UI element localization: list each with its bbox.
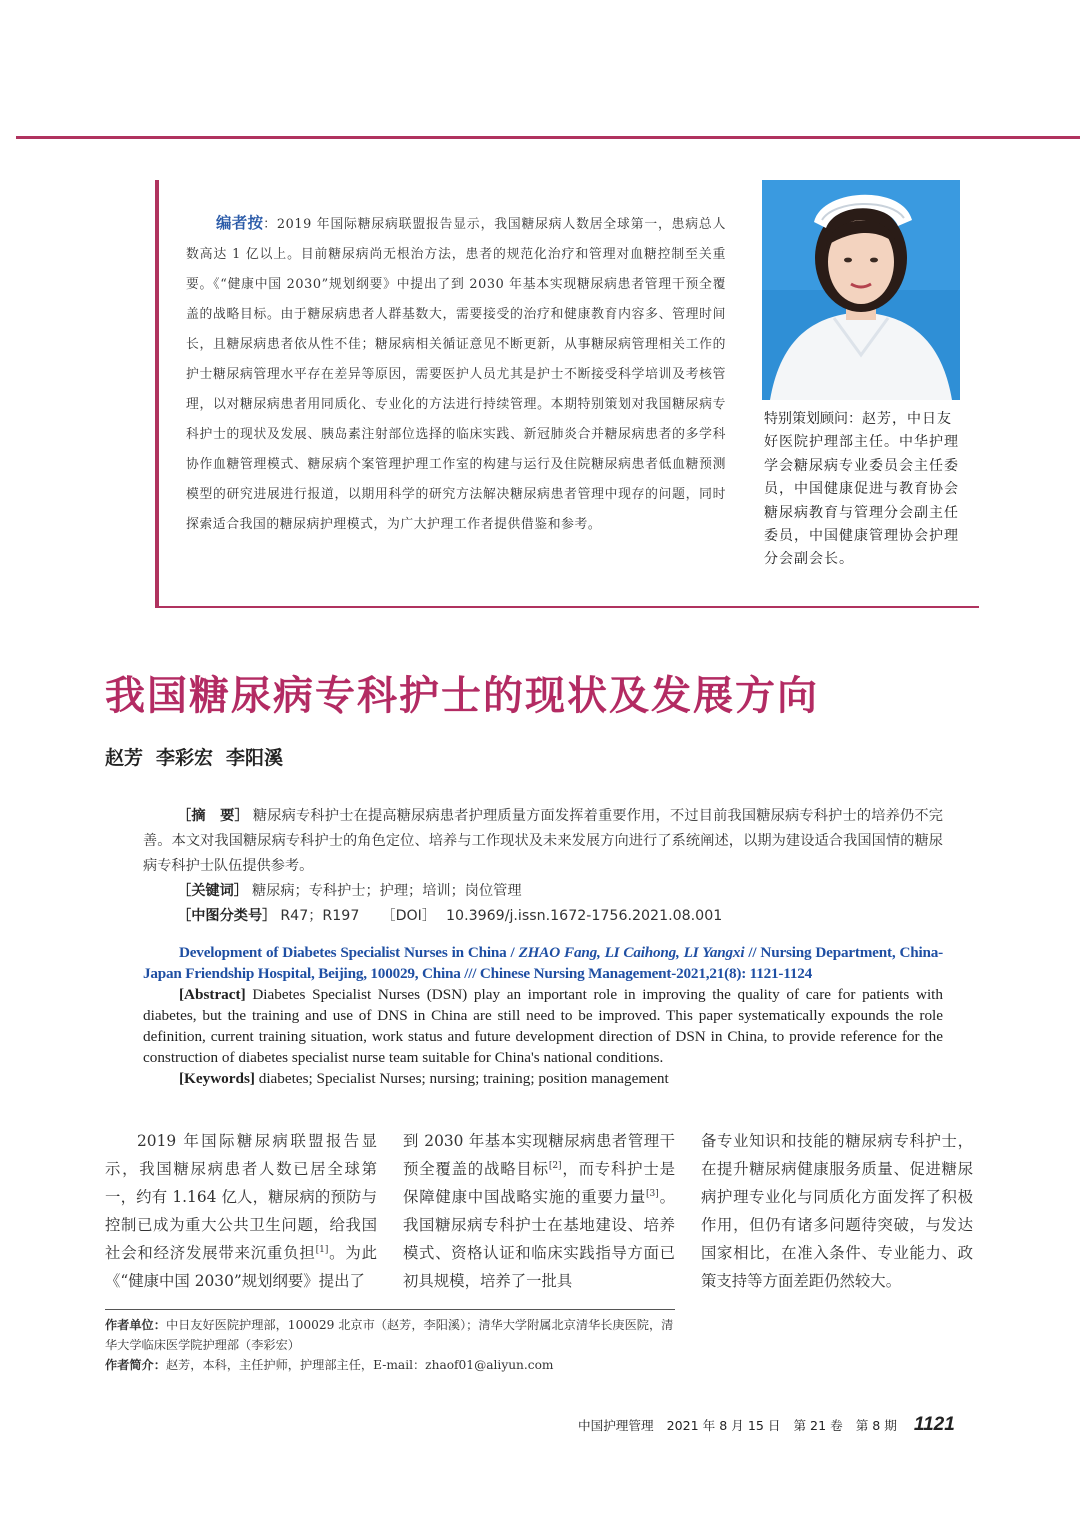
author-intro-note <box>105 1355 675 1375</box>
english-keywords-line <box>143 1068 943 1089</box>
footnotes <box>105 1315 675 1375</box>
issue-date: 2021 年 8 月 15 日 <box>666 1418 781 1433</box>
body-text-segment: ，而专科护士是保障健康中国战略实施的重要力量 <box>403 1160 675 1207</box>
classification-label: ［中图分类号］ <box>177 908 277 924</box>
english-authors: ZHAO Fang, LI Caihong, LI Yangxi <box>518 944 745 961</box>
english-title-line <box>143 942 943 984</box>
doi-label: ［DOI］ <box>381 908 437 924</box>
abstract-paragraph <box>143 804 943 879</box>
body-text-segment: 到 2030 年基本实现糖尿病患者管理干预全覆盖的战略目标 <box>403 1132 675 1179</box>
keywords-line <box>143 879 943 904</box>
citation-ref: [2] <box>548 1160 562 1171</box>
english-title: Development of Diabetes Specialist Nurses in China / <box>179 944 519 961</box>
author-unit-label: 作者单位： <box>105 1318 166 1332</box>
english-abstract-paragraph <box>143 984 943 1068</box>
chinese-abstract <box>143 804 943 929</box>
issue: 第 8 期 <box>855 1418 897 1433</box>
author-unit-note <box>105 1315 675 1355</box>
english-abstract-label: [Abstract] <box>179 986 246 1003</box>
author-name: 赵芳 <box>105 747 144 769</box>
portrait-image <box>762 180 960 400</box>
keywords-label: ［关键词］ <box>177 883 248 899</box>
english-affiliation: // Nursing Department, China-Japan Friendship Hospital, Beijing, 100029, China /// Chinese Nursing Management-2021,21(8): 1121-1124 <box>143 944 943 982</box>
body-column-1 <box>105 1127 377 1296</box>
author-list <box>105 744 296 772</box>
citation-ref: [3] <box>646 1189 659 1200</box>
author-intro-label: 作者简介： <box>105 1358 166 1372</box>
editor-note-box <box>155 180 979 608</box>
body-column-3 <box>701 1127 973 1296</box>
english-abstract <box>143 942 943 1089</box>
advisor-caption <box>764 408 964 572</box>
body-text-segment: 。我国糖尿病专科护士在基地建设、培养模式、资格认证和临床实践指导方面已初具规模，培养了一批具 <box>403 1188 675 1291</box>
page-footer <box>578 1414 978 1436</box>
page-number: 1121 <box>913 1414 955 1435</box>
article-title: 我国糖尿病专科护士的现状及发展方向 <box>105 673 819 719</box>
abstract-text: 糖尿病专科护士在提高糖尿病患者护理质量方面发挥着重要作用，不过目前我国糖尿病专科护士的培养仍不完善。本文对我国糖尿病专科护士的角色定位、培养与工作现状及未来发展方向进行了系统阐述，以期为建设适合我国国情的糖尿病专科护士队伍提供参考。 <box>143 808 943 874</box>
english-keywords-text: diabetes; Specialist Nurses; nursing; training; position management <box>254 1070 669 1087</box>
footnote-divider <box>105 1309 675 1310</box>
classification-line <box>143 904 943 929</box>
advisor-text: 赵芳，中日友好医院护理部主任。中华护理学会糖尿病专业委员会主任委员，中国健康促进与教育协会糖尿病教育与管理分会副主任委员，中国健康管理协会护理分会副会长。 <box>764 411 959 568</box>
english-abstract-text: Diabetes Specialist Nurses (DSN) play an important role in improving the quality of care for patients with diabetes, but the training and use of DNS in China are still need to be improved. This paper systematically expounds the role definition, current training situation, work status and future development direction of DSN in China, to provide reference for the construction of diabetes specialist nurse team suitable for China's national conditions. <box>143 986 943 1066</box>
editor-note-text: ：2019 年国际糖尿病联盟报告显示，我国糖尿病人数居全球第一，患病总人数高达 1 亿以上。目前糖尿病尚无根治方法，患者的规范化治疗和管理对血糖控制至关重要。《“健康中国 2030”规划纲要》中提出了到 2030 年基本实现糖尿病患者管理干预全覆盖的战略目标。由于糖尿病患者人群基数大，需要接受的治疗和健康教育内容多、管理时间长，且糖尿病患者依从性不佳；糖尿病相关循证意见不断更新，从事糖尿病管理相关工作的护士糖尿病管理水平存在差异等原因，需要医护人员尤其是护士不断接受科学培训及考核管理，以对糖尿病患者用同质化、专业化的方法进行持续管理。本期特别策划对我国糖尿病专科护士的现状及发展、胰岛素注射部位选择的临床实践、新冠肺炎合并糖尿病患者的多学科协作血糖管理模式、糖尿病个案管理护理工作室的构建与运行及住院糖尿病患者低血糖预测模型的研究进展进行报道，以期用科学的研究方法解决糖尿病患者管理中现存的问题，同时探索适合我国的糖尿病护理模式，为广大护理工作者提供借鉴和参考。 <box>186 217 726 532</box>
body-column-2 <box>403 1127 675 1296</box>
english-keywords-label: [Keywords] <box>179 1070 255 1087</box>
header-rule <box>16 136 1080 139</box>
author-name: 李彩宏 <box>156 747 214 769</box>
body-text-segment: 2019 年国际糖尿病联盟报告显示，我国糖尿病患者人数已居全球第一，约有 1.164 亿人，糖尿病的预防与控制已成为重大公共卫生问题，给我国社会和经济发展带来沉重负担 <box>105 1132 377 1263</box>
journal-name: 中国护理管理 <box>578 1418 654 1433</box>
doi-value: 10.3969/j.issn.1672-1756.2021.08.001 <box>446 908 723 924</box>
editor-note <box>186 208 726 540</box>
author-name: 李阳溪 <box>226 747 284 769</box>
advisor-label: 特别策划顾问： <box>764 411 862 427</box>
author-unit-text: 中日友好医院护理部，100029 北京市（赵芳，李阳溪）；清华大学附属北京清华长庚医院，清华大学临床医学院护理部（李彩宏） <box>105 1318 674 1352</box>
classification-value: R47；R197 <box>280 908 360 924</box>
volume: 第 21 卷 <box>793 1418 843 1433</box>
author-intro-text: 赵芳，本科，主任护师，护理部主任，E-mail：zhaof01@aliyun.com <box>165 1358 554 1372</box>
advisor-portrait <box>762 180 960 400</box>
keywords-text: 糖尿病；专科护士；护理；培训；岗位管理 <box>251 883 522 899</box>
abstract-label: ［摘 要］ <box>177 808 249 824</box>
body-text-segment: 。为此《“健康中国 2030”规划纲要》提出了 <box>105 1244 377 1291</box>
body-text-segment: 备专业知识和技能的糖尿病专科护士，在提升糖尿病健康服务质量、促进糖尿病护理专业化与同质化方面发挥了积极作用，但仍有诸多问题待突破，与发达国家相比，在准入条件、专业能力、政策支持等方面差距仍然较大。 <box>701 1132 973 1291</box>
editor-note-label: 编者按 <box>216 214 264 232</box>
citation-ref: [1] <box>315 1245 329 1256</box>
